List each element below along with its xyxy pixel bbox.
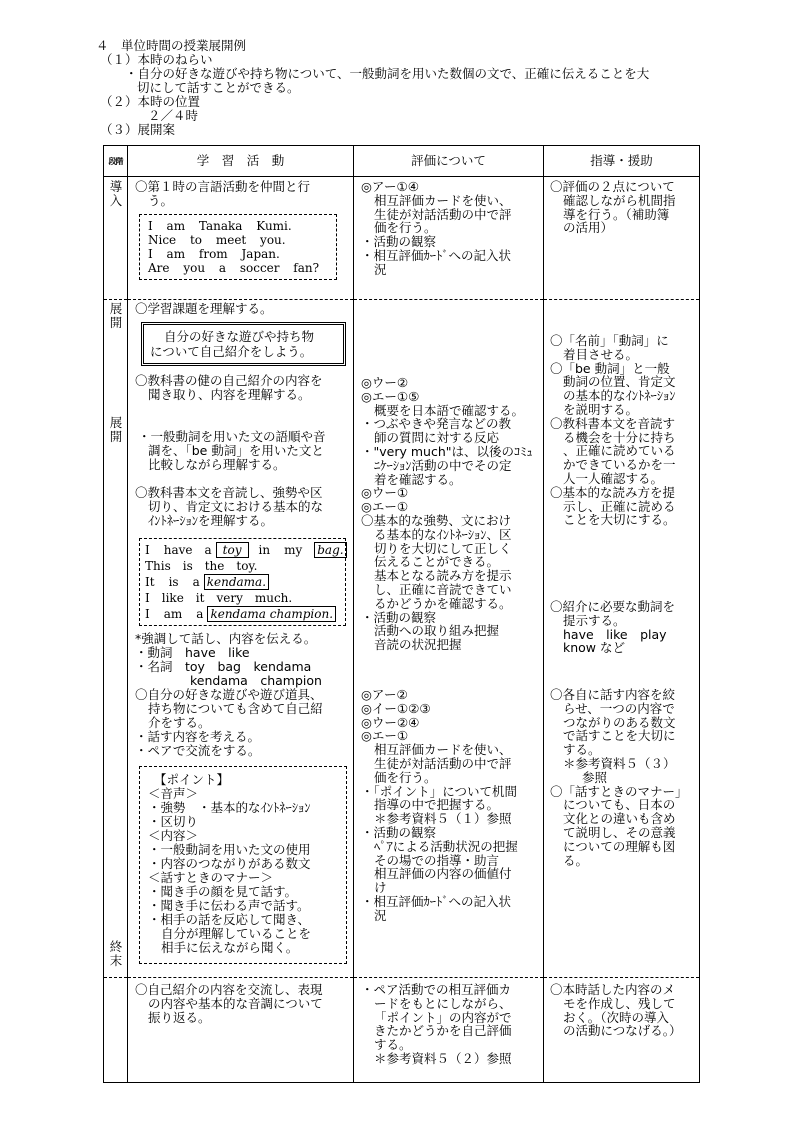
textbook-sentences-box: I have a toy in my bag. This is the toy. It is a kendama. I like it very much. I am a kendama champion. <box>139 538 346 626</box>
development-activity: 〇学習課題を理解する。 自分の好きな遊びや持ち物 について自己紹介をしよう。 〇教科書の健の自己紹介の内容を 聞き取り、内容を理解する。 ・一般動詞を用いた文の語順や音 調を、「be 動詞」を用いた文と 比較しながら理解する。 〇教科書本文を音読し、強勢や区 切り、肯定文における基本的な ｲﾝﾄﾈｰｼｮﾝを理解する。 I have a toy in my bag. This is the toy. It is a kendama. I like it very much. I am a kendama champion. *強調して話し、内容を伝える。 ・動詞 have like ・名詞 toy bag kendama kendama champion 〇自分の好きな遊びや遊び道具、 持ち物についても含めて自己紹 介をする。 ・話す内容を考える。 ・ペアで交流をする。 【ポイント】 ＜音声＞ ・強勢 ・基本的なｲﾝﾄﾈｰｼｮﾝ ・区切り ＜内容＞ ・一般動詞を用いた文の使用 ・内容のつながりがある数文 ＜話すときのマナー＞ ・聞き手の顔を見て話す。 ・聞き手に伝わる声で話す。 ・相手の話を反応して聞き、 自分が理解していることを 相手に伝えながら聞く。 <box>128 300 354 978</box>
stage-end <box>104 978 128 1083</box>
col-header-activity: 学 習 活 動 <box>128 146 354 177</box>
position-value: ２／４時 <box>148 108 199 123</box>
end-guidance: 〇本時話した内容のメ モを作成し、残して おく。（次時の導入 の活動につなげる。） <box>544 978 700 1083</box>
aim-line-2: 切にして話すことができる。 <box>137 80 300 95</box>
development-evaluation: ◎ウー② ◎エー①⑤ 概要を日本語で確認する。 ・つぶやきや発言などの教 師の質問に対する反応 ・"very much"は、以後のｺﾐｭ ﾆｹｰｼｮﾝ活動の中でその定 着を確認する。 ◎ウー① ◎エー① 〇基本的な強勢、文におけ る基本的なｲﾝﾄﾈｰｼｮﾝ、区 切りを大切にして正しく 伝えることができる。 基本となる読み方を提示 し、正確に音読できてい るかどうかを確認する。 ・活動の観察 活動への取り組み把握 音読の状況把握 ◎アー② ◎イー①②③ ◎ウー②④ ◎エー① 相互評価カードを使い、 生徒が対話活動の中で評 価を行う。 ・「ポイント」について机間 指導の中で把握する。 ＊参考資料５（１）参照 ・活動の観察 ﾍﾟｱによる活動状況の把握 その場での指導・助言 相互評価の内容の価値付 け ・相互評価ｶｰﾄﾞへの記入状 況 <box>354 300 544 978</box>
development-guidance: 〇「名前」「動詞」に 着目させる。 〇「be 動詞」と一般 動詞の位置、肯定文 の基本的なｲﾝﾄﾈｰｼｮﾝ を説明する。 〇教科書本文を音読す る機会を十分に持ち 、正確に読めている かできているかを一 人一人確認する。 〇基本的な読み方を提 示し、正確に読める ことを大切にする。 〇紹介に必要な動詞を 提示する。 have like play know など 〇各自に話す内容を絞 らせ、一つの内容で つながりのある数文 で話すことを大切に する。 ＊参考資料５（３） 参照 〇「話すときのマナー」 についても、日本の 文化との違いも含め て説明し、その意義 についての理解も図 る。 <box>544 300 700 978</box>
end-evaluation: ・ペア活動での相互評価カ ードをもとにしながら、 「ポイント」の内容がで きたかどうかを自己評価 する。 ＊参考資料５（２）参照 <box>354 978 544 1083</box>
intro-evaluation: ◎アー①④ 相互評価カードを使い、 生徒が対話活動の中で評 価を行う。 ・活動の観察 ・相互評価ｶｰﾄﾞへの記入状 況 <box>354 177 544 300</box>
col-header-evaluation: 評価について <box>354 146 544 177</box>
plan-heading: （３）展開案 <box>100 122 176 137</box>
col-header-stage: 段階 <box>104 146 128 177</box>
aim-line-1: ・自分の好きな遊びや持ち物について、一般動詞を用いた数個の文で、正確に伝えることを大 <box>125 66 650 81</box>
aim-heading: （１）本時のねらい <box>100 52 213 67</box>
points-box: 【ポイント】 ＜音声＞ ・強勢 ・基本的なｲﾝﾄﾈｰｼｮﾝ ・区切り ＜内容＞ ・一般動詞を用いた文の使用 ・内容のつながりがある数文 ＜話すときのマナー＞ ・聞き手の顔を見て話す。 ・聞き手に伝わる声で話す。 ・相手の話を反応して聞き、 自分が理解していることを 相手に伝えながら聞く。 <box>139 766 347 964</box>
section-title: ４ 単位時間の授業展開例 <box>96 38 247 53</box>
intro-activity: 〇第１時の言語活動を仲間と行 う。 I am Tanaka Kumi. Nice to meet you. I am from Japan. Are you a soccer fan? <box>128 177 354 300</box>
stage-intro: 導 入 <box>104 177 128 300</box>
intro-dialogue-box: I am Tanaka Kumi. Nice to meet you. I am from Japan. Are you a soccer fan? <box>139 214 337 280</box>
end-activity: 〇自己紹介の内容を交流し、表現 の内容や基本的な音調について 振り返る。 <box>128 978 354 1083</box>
lesson-task-box: 自分の好きな遊びや持ち物 について自己紹介をしよう。 <box>141 322 346 366</box>
stage-development: 展 開 展 開 終 末 <box>104 300 128 978</box>
position-heading: （２）本時の位置 <box>100 94 201 109</box>
col-header-guidance: 指導・援助 <box>544 146 700 177</box>
intro-guidance: 〇評価の２点について 確認しながら机間指 導を行う。（補助簿 の活用） <box>544 177 700 300</box>
lesson-plan-table <box>103 145 700 1083</box>
